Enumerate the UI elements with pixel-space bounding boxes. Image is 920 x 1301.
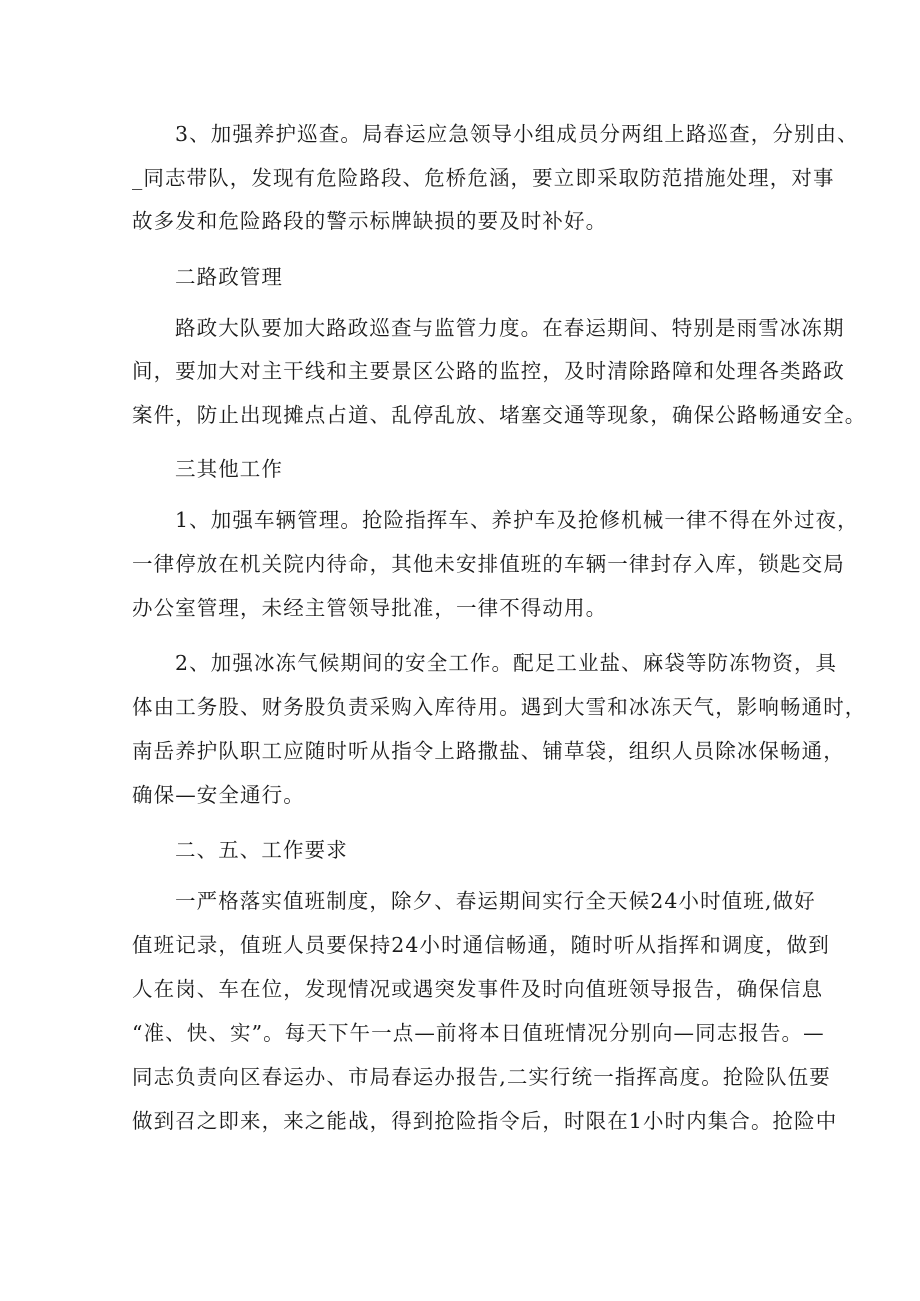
text-line: 一严格落实值班制度，除夕、春运期间实行全天候24小时值班,做好 [175, 889, 816, 913]
text-line: “准、快、实”。每天下午一点—前将本日值班情况分别向—同志报告。— [132, 1021, 825, 1045]
text-line: 一律停放在机关院内待命，其他未安排值班的车辆一律封存入库，锁匙交局 [132, 552, 845, 576]
section-heading: 二、五、工作要求 [175, 838, 348, 862]
text-line: 南岳养护队职工应随时听从指令上路撒盐、铺草袋，组织人员除冰保畅通， [132, 739, 845, 763]
text-line: 体由工务股、财务股负责采购入库待用。遇到大雪和冰冻天气，影响畅通时， [132, 695, 867, 719]
text-line: 值班记录，值班人员要保持24小时通信畅通，随时听从指挥和调度，做到 [132, 933, 830, 957]
text-line: 案件，防止出现摊点占道、乱停乱放、堵塞交通等现象，确保公路畅通安全。 [132, 403, 867, 427]
text-line: 3、加强养护巡查。局春运应急领导小组成员分两组上路巡查，分别由、 [175, 122, 859, 146]
text-line: 路政大队要加大路政巡查与监管力度。在春运期间、特别是雨雪冰冻期 [175, 316, 845, 340]
text-line: 办公室管理，未经主管领导批准，一律不得动用。 [132, 596, 608, 620]
text-line: 同志负责向区春运办、市局春运办报告,二实行统一指挥高度。抢险队伍要 [132, 1065, 831, 1089]
text-line: 2、加强冰冻气候期间的安全工作。配足工业盐、麻袋等防冻物资，具 [175, 651, 838, 675]
text-line: 人在岗、车在位，发现情况或遇突发事件及时向值班领导报告，确保信息 [132, 977, 824, 1001]
section-heading: 三其他工作 [175, 457, 283, 481]
text-line: 间，要加大对主干线和主要景区公路的监控，及时清除路障和处理各类路政 [132, 359, 845, 383]
text-line: 确保—安全通行。 [132, 783, 305, 807]
text-line: 故多发和危险路段的警示标牌缺损的要及时补好。 [132, 209, 608, 233]
text-line: 做到召之即来，来之能战，得到抢险指令后，时限在1小时内集合。抢险中 [132, 1109, 838, 1133]
text-line: _同志带队，发现有危险路段、危桥危涵，要立即采取防范措施处理，对事 [132, 166, 835, 190]
text-line: 1、加强车辆管理。抢险指挥车、养护车及抢修机械一律不得在外过夜， [175, 508, 859, 532]
section-heading: 二路政管理 [175, 265, 283, 289]
